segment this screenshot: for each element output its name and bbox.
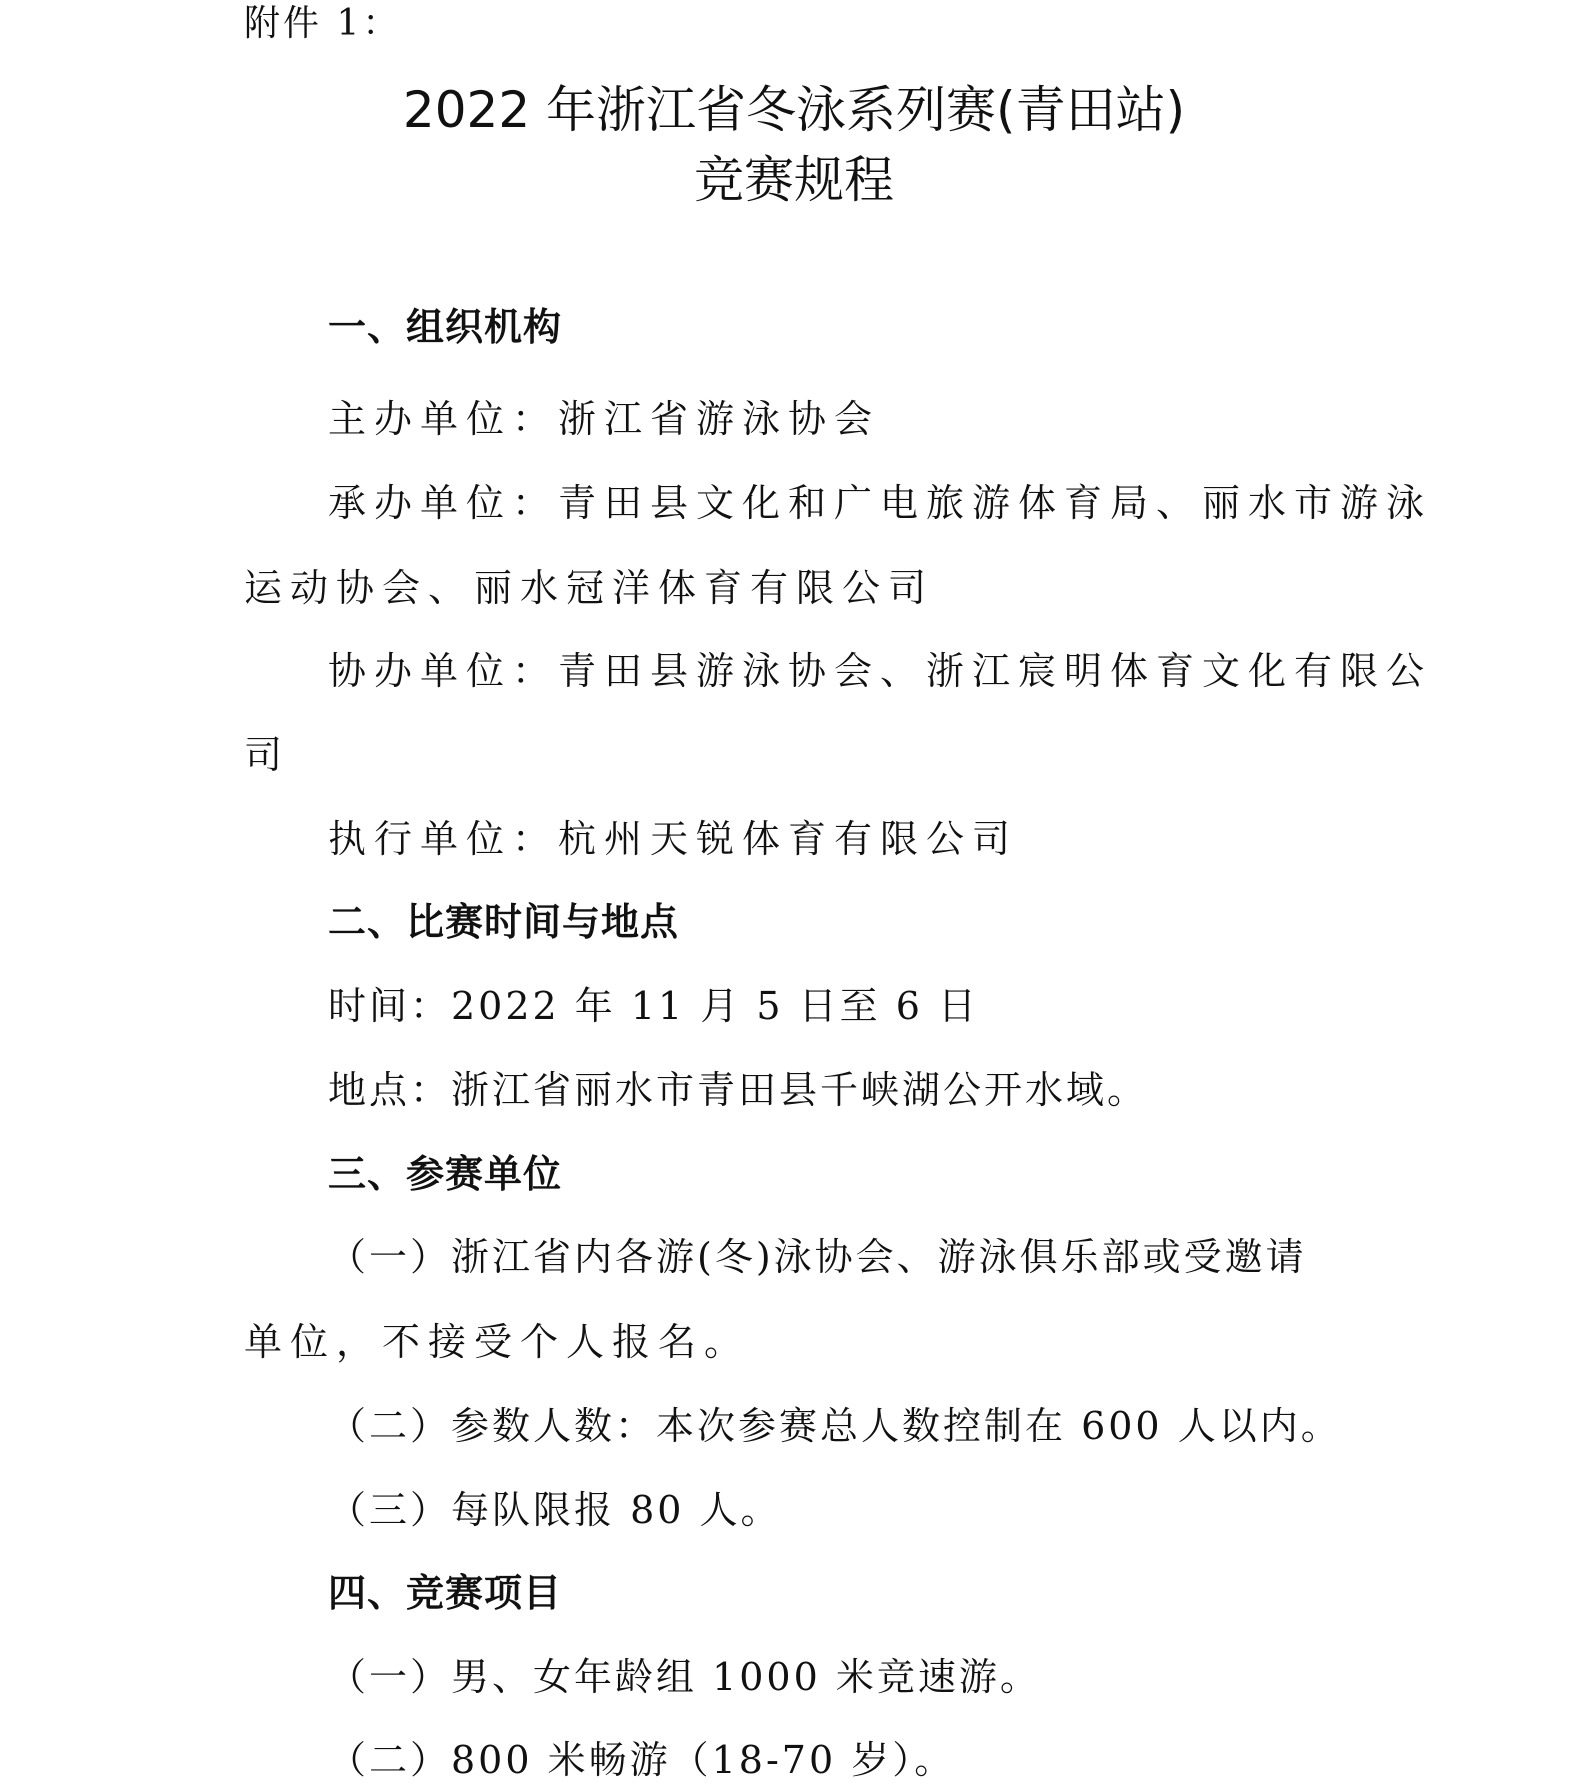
event-place-text: 地点：浙江省丽水市青田县千峡湖公开水域。 <box>328 1068 1149 1112</box>
attachment-label: 附件 1： <box>244 3 402 44</box>
co-organizer-unit-text: 协办单位：青田县游泳协会、浙江宸明体育文化有限公 <box>328 649 1433 693</box>
co-organizer-unit-text-continued: 司 <box>244 733 291 777</box>
section-heading-participants: 三、参赛单位 <box>328 1152 563 1196</box>
section-heading-time-place: 二、比赛时间与地点 <box>328 900 680 944</box>
event-item-1: （一）男、女年龄组 1000 米竞速游。 <box>328 1655 1041 1699</box>
section-heading-organization: 一、组织机构 <box>328 305 563 349</box>
organizer-unit-text-continued: 运动协会、丽水冠洋体育有限公司 <box>244 566 935 610</box>
participant-item-1: （一）浙江省内各游(冬)泳协会、游泳俱乐部或受邀请 <box>328 1235 1307 1279</box>
event-time-text: 时间：2022 年 11 月 5 日至 6 日 <box>328 984 979 1028</box>
event-item-2: （二）800 米畅游（18-70 岁）。 <box>328 1738 956 1782</box>
participant-item-2: （二）参数人数：本次参赛总人数控制在 600 人以内。 <box>328 1404 1342 1448</box>
participant-item-3: （三）每队限报 80 人。 <box>328 1488 782 1532</box>
document-title-line-2: 竞赛规程 <box>694 151 894 209</box>
organizer-unit-text: 承办单位：青田县文化和广电旅游体育局、丽水市游泳 <box>328 481 1433 525</box>
host-unit-text: 主办单位：浙江省游泳协会 <box>328 397 881 441</box>
section-heading-events: 四、竞赛项目 <box>328 1571 563 1615</box>
participant-item-1-continued: 单位，不接受个人报名。 <box>244 1320 751 1364</box>
document-title-line-1: 2022 年浙江省冬泳系列赛(青田站) <box>402 81 1186 139</box>
executor-unit-text: 执行单位：杭州天锐体育有限公司 <box>328 817 1019 861</box>
